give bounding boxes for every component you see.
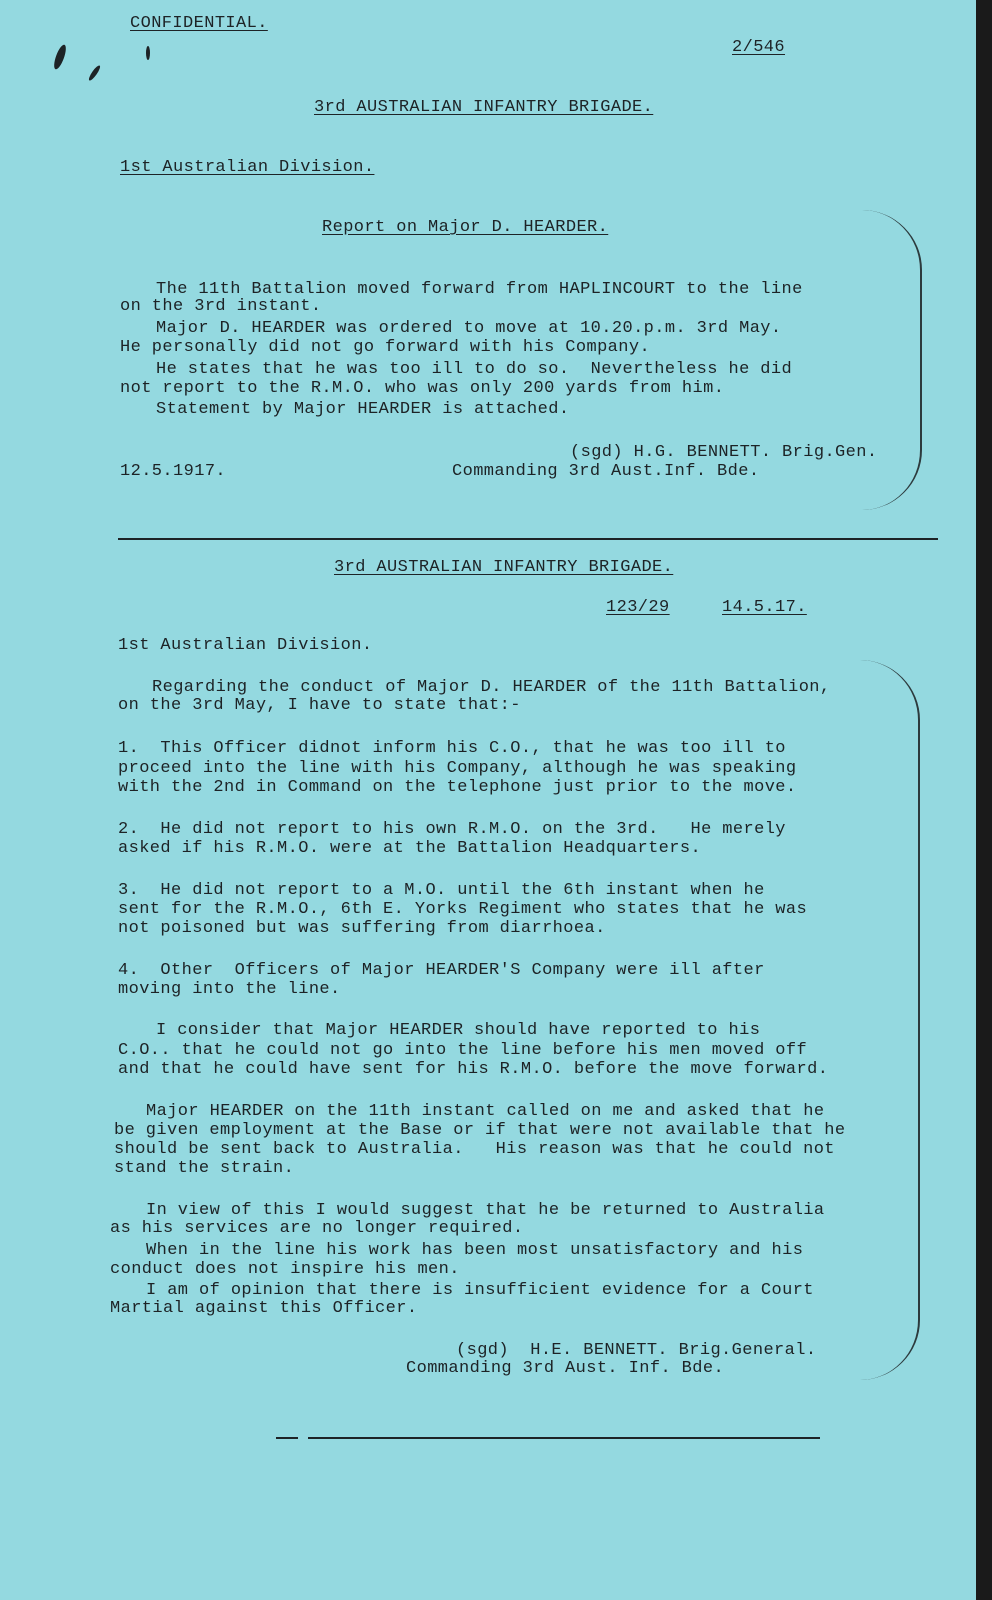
addressee-2: 1st Australian Division. [118,636,373,655]
report1-signature: (sgd) H.G. BENNETT. Brig.Gen. [570,443,878,462]
report1-line: Statement by Major HEARDER is attached. [156,400,570,419]
paragraph-line: I consider that Major HEARDER should have reported to his [156,1021,761,1040]
brigade-heading-1: 3rd AUSTRALIAN INFANTRY BRIGADE. [314,98,654,117]
margin-bracket [840,660,920,1380]
point-4-line: 4. Other Officers of Major HEARDER'S Company were ill after [118,961,765,980]
margin-bracket [830,210,922,510]
point-1-line: proceed into the line with his Company, although he was speaking [118,759,797,778]
paragraph-line: Martial against this Officer. [110,1299,418,1318]
ink-mark [146,46,150,60]
file-reference: 2/546 [732,38,786,57]
report2-signature: (sgd) H.E. BENNETT. Brig.General. [456,1341,817,1360]
ink-mark [52,43,68,70]
point-4-line: moving into the line. [118,980,341,999]
closing-rule-dash [276,1437,298,1439]
paragraph-line: stand the strain. [114,1159,295,1178]
report-title: Report on Major D. HEARDER. [322,218,609,237]
report2-ref: 123/29 [606,598,670,617]
paragraph-line: In view of this I would suggest that he be returned to Australia [146,1201,825,1220]
point-3-line: not poisoned but was suffering from diarrhoea. [118,919,606,938]
report1-line: He states that he was too ill to do so. Nevertheless he did [156,360,793,379]
point-3-line: 3. He did not report to a M.O. until the 6th instant when he [118,881,765,900]
paragraph-line: conduct does not inspire his men. [110,1260,460,1279]
point-2-line: 2. He did not report to his own R.M.O. on the 3rd. He merely [118,820,786,839]
point-3-line: sent for the R.M.O., 6th E. Yorks Regiment who states that he was [118,900,808,919]
point-1-line: 1. This Officer didnot inform his C.O., that he was too ill to [118,739,786,758]
report1-line: He personally did not go forward with his Company. [120,338,651,357]
paragraph-line: as his services are no longer required. [110,1219,524,1238]
paragraph-line: Major HEARDER on the 11th instant called on me and asked that he [146,1102,825,1121]
closing-rule [308,1437,820,1439]
report1-line: not report to the R.M.O. who was only 200 yards from him. [120,379,725,398]
brigade-heading-2: 3rd AUSTRALIAN INFANTRY BRIGADE. [334,558,674,577]
section-divider [118,538,938,540]
paragraph-line: and that he could have sent for his R.M.O. before the move forward. [118,1060,829,1079]
paragraph-line: C.O.. that he could not go into the line before his men moved off [118,1041,808,1060]
report1-line: on the 3rd instant. [120,297,322,316]
report1-line: The 11th Battalion moved forward from HAPLINCOURT to the line [156,280,803,299]
ink-mark [87,64,101,82]
intro-line: on the 3rd May, I have to state that:- [118,696,521,715]
confidential-stamp: CONFIDENTIAL. [130,14,268,33]
paragraph-line: be given employment at the Base or if that were not available that he [114,1121,846,1140]
intro-line: Regarding the conduct of Major D. HEARDER of the 11th Battalion, [152,678,831,697]
paragraph-line: I am of opinion that there is insufficient evidence for a Court [146,1281,814,1300]
paragraph-line: should be sent back to Australia. His reason was that he could not [114,1140,835,1159]
report1-date: 12.5.1917. [120,462,227,481]
addressee-1: 1st Australian Division. [120,158,375,177]
paragraph-line: When in the line his work has been most unsatisfactory and his [146,1241,804,1260]
point-1-line: with the 2nd in Command on the telephone just prior to the move. [118,778,797,797]
report1-command: Commanding 3rd Aust.Inf. Bde. [452,462,760,481]
scan-edge [976,0,992,1600]
point-2-line: asked if his R.M.O. were at the Battalion Headquarters. [118,839,702,858]
report2-command: Commanding 3rd Aust. Inf. Bde. [406,1359,725,1378]
report1-line: Major D. HEARDER was ordered to move at 10.20.p.m. 3rd May. [156,319,782,338]
report2-date: 14.5.17. [722,598,807,617]
